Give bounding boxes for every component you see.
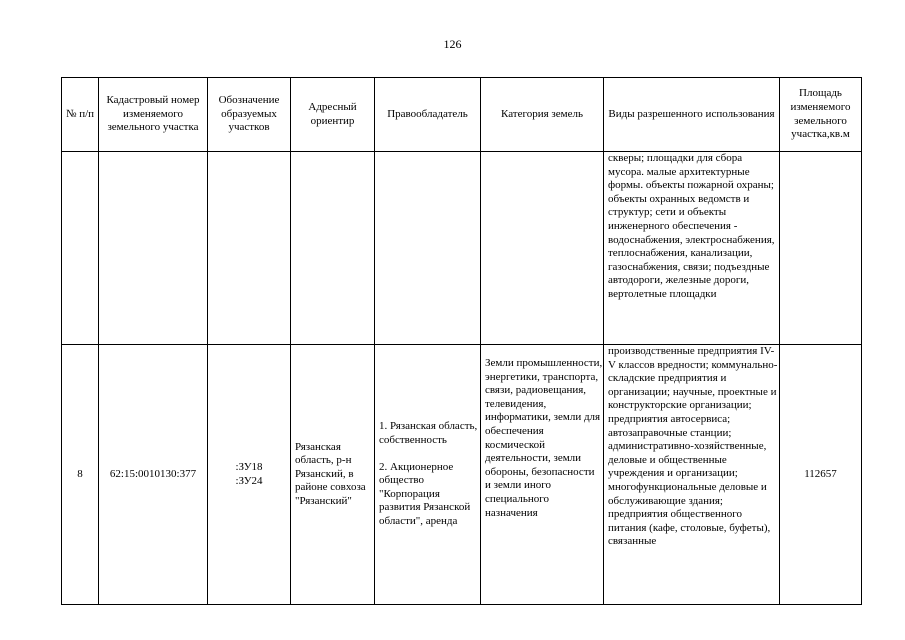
table-row xyxy=(62,345,862,605)
cell-area: 112657 xyxy=(780,345,862,605)
cell-address: Рязанская область, р-н Рязанский, в районе совхоза "Рязанский" xyxy=(291,345,375,605)
cell-category: Земли промышленности, энергетики, транспорта, связи, радиовещания, телевидения, информатики, земли для обеспечения космической деятельности, земли обороны, безопасности и земли иного специального назначения xyxy=(481,345,604,605)
owner-gap xyxy=(379,448,480,461)
header-uses: Виды разрешенного использования xyxy=(604,78,780,152)
header-designation: Обозначение образуемых участков xyxy=(208,78,291,152)
cell-designation: :ЗУ18 :ЗУ24 xyxy=(208,345,291,605)
cell-number: 8 xyxy=(62,345,99,605)
header-area: Площадь изменяемого земельного участка,кв.м xyxy=(780,78,862,152)
cell-uses: скверы; площадки для сбора мусора. малые архитектурные формы. объекты пожарной охраны; объекты охранных ведомств и структур; сети и объекты инженерного обеспечения - водоснабжения, электроснабжения, теплоснабжения, канализации, газоснабжения, связи; подъездные автодороги, железные дороги, вертолетные площадки xyxy=(604,152,780,345)
cell-owner xyxy=(375,152,481,345)
header-address: Адресный ориентир xyxy=(291,78,375,152)
table-row xyxy=(62,152,862,345)
owner-line-2: 2. Акционерное общество "Корпорация развития Рязанской области", аренда xyxy=(379,460,471,527)
cell-cadastral: 62:15:0010130:377 xyxy=(99,345,208,605)
header-owner: Правообладатель xyxy=(375,78,481,152)
page-number: 126 xyxy=(443,37,462,51)
cell-owner xyxy=(375,345,481,605)
owner-line-1: 1. Рязанская область, собственность xyxy=(379,420,478,447)
cell-uses: производственные предприятия IV- V классов вредности; коммунально-складские предприятия и организации; научные, проектные и конструкторские организации; предприятия автосервиса; автозаправочные станции; административно-хозяйственные, деловые и общественные учреждения и организации; многофункциональные деловые и обслуживающие здания; предприятия общественного питания (кафе, столовые, буфеты), связанные xyxy=(604,345,780,605)
cell-number xyxy=(62,152,99,345)
header-cadastral: Кадастровый номер изменяемого земельного участка xyxy=(99,78,208,152)
cell-area xyxy=(780,152,862,345)
cell-cadastral xyxy=(99,152,208,345)
table-header-row xyxy=(62,78,862,152)
land-plots-table xyxy=(61,77,862,605)
header-number: № п/п xyxy=(62,78,99,152)
cell-category xyxy=(481,152,604,345)
cell-designation xyxy=(208,152,291,345)
header-category: Категория земель xyxy=(481,78,604,152)
cell-address xyxy=(291,152,375,345)
